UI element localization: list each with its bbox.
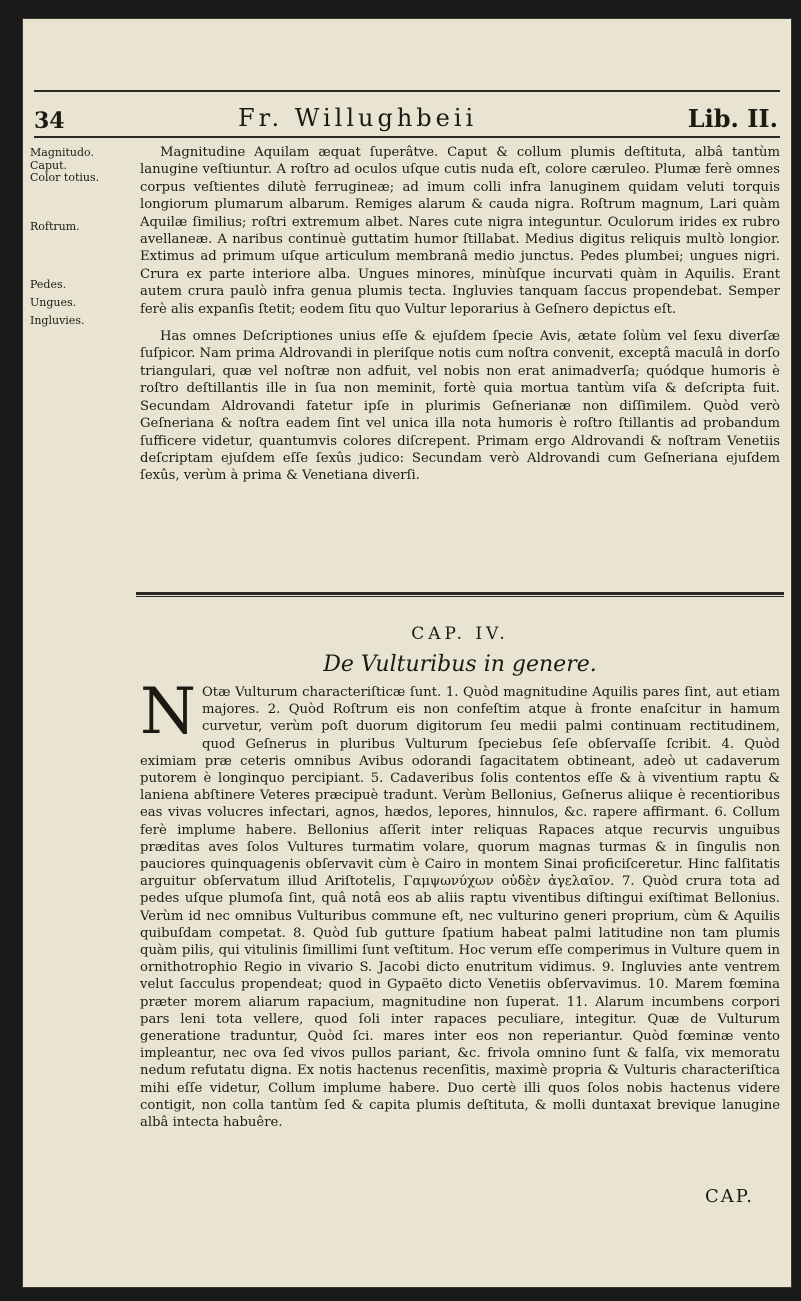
margin-note-pedes: Pedes.: [30, 278, 67, 291]
catchword: CAP.: [705, 1186, 754, 1207]
page-header: [34, 100, 778, 134]
chapter-heading: CAP. IV.: [411, 624, 509, 644]
margin-note-ingluvies: Ingluvies.: [30, 314, 85, 327]
description-text: [140, 144, 780, 485]
top-rule: [34, 90, 780, 92]
description-paragraph: Has omnes Deſcriptiones unius eſſe & ejuſdem ſpecie Avis, ætate ſolùm vel ſexu diverſæ ſuſpicor. Nam prima Aldrovandi in pleriſque notis cum noſtra convenit, exceptâ maculâ in dorſo triangulari, quæ vel noſtræ non adfuit, vel nobis non erat animadverſa; quódque humoris è roſtro deſtillantis ille in ſua non meminit, fortè quia mortua tantùm viſa & deſcripta fuit. Secundam Aldrovandi fatetur ipſe in plurimis Geſnerianæ non diſſimilem. Quòd verò Geſneriana & noſtra eadem ſint vel unica illa nota humoris è roſtro ſtillantis ad probandum ſufficere videtur, quantumvis colores diſcrepent. Primam ergo Aldrovandi & noſtram Venetiis deſcriptam ejuſdem eſſe ſexûs judico: Secundam verò Aldrovandi cum Geſneriana ejuſdem ſexûs, verùm à prima & Venetiana diverſi.: [140, 329, 780, 484]
margin-note-color: Color totius.: [30, 171, 100, 184]
section-rule-thin: [136, 596, 784, 597]
book-page: [22, 18, 792, 1288]
chapter-paragraph: Otæ Vulturum characteriſticæ ſunt. 1. Quòd magnitudine Aquilis pares ſint, aut etiam majores. 2. Quòd Roſtrum eis non confeſtim atque à fronte enaſcitur in hamum curvetur, verùm poſt duorum digitorum ſeu medii palmi continuam rectitudinem, quod Geſnerus in pluribus Vulturum ſpeciebus ſeſe obſervaſſe ſcribit. 4. Quòd eximiam præ ceteris omnibus Avibus odorandi ſagacitatem obtineant, adeò ut cadaverum putorem è longinquo percipiant. 5. Cadaveribus ſolis contentos eſſe & à viventium raptu & laniena abſtinere Veteres præcipuè tradunt. Verùm Bellonius, Geſnerus aliique è recentioribus eas vivas volucres infectari, agnos, hædos, lepores, hinnulos, &c. rapere affirmant. 6. Collum ferè implume habere. Bellonius aſſerit inter reliquas Rapaces atque recurvis unguibus præditas aves ſolos Vultures turmatim volare, quorum magnas turmas & in ſingulis non pauciores quinquagenis obſervavit cùm è Cairo in montem Sinai proficiſceretur. Hinc falſitatis arguitur obſervatum illud Ariſtotelis, Γαμψωνύχων οὐδὲν ἀγελαῖον. 7. Quòd crura tota ad pedes uſque plumoſa ſint, quâ notâ eos ab aliis raptu viventibus diſtingui exiſtimat Bellonius. Verùm id nec omnibus Vulturibus commune eſt, nec vulturino generi proprium, cùm & Aquilis quibuſdam competat. 8. Quòd ſub gutture ſpatium habeat palmi latitudine non tam plumis quàm pilis, qui vitulinis ſimillimi ſunt veſtitum. Hoc verum eſſe comperimus in Vulture quem in ornithotrophio Regio in vivario S. Jacobi dicto enutritum vidimus. 9. Ingluvies ante ventrem velut ſacculus propendeat; quod in Gypaëto dicto Venetiis obſervavimus. 10. Marem fœmina præter morem aliarum rapacium, magnitudine non ſuperat. 11. Alarum incumbens corpori pars leni tota vellere, quod ſoli inter rapaces peculiare, integitur. Quæ de Vulturum generatione traduntur, Quòd ſci. mares inter eos non reperiantur. Quòd fœminæ vento impleantur, nec ova ſed vivos pullos pariant, &c. frivola omnino ſunt & falſa, vix memoratu nedum refutatu digna. Ex notis hactenus recenſitis, maximè propria & Vulturis characteriſtica mihi eſſe videtur, Collum implume habere. Duo certè illi quos ſolos nobis hactenus videre contigit, non colla tantùm ſed & capita plumis deſtituta, & molli duntaxat brevique lanugine albâ intecta habuêre.: [140, 685, 780, 1131]
margin-note-rostrum: Roftrum.: [30, 220, 80, 233]
chapter-title: De Vulturibus in genere.: [323, 652, 597, 677]
section-rule: [136, 592, 784, 595]
margin-note-caput: Caput.: [30, 159, 68, 172]
description-paragraph: Magnitudine Aquilam æquat ſuperâtve. Caput & collum plumis deſtituta, albâ tantùm lanugine veſtiuntur. A roſtro ad oculos uſque cutis nuda eſt, colore cæruleo. Plumæ ferè omnes corpus veſtientes dilutè ferrugineæ; ad imum colli infra lanuginem quidam veluti torquis longiorum plumarum albarum. Remiges alarum & cauda nigra. Roſtrum magnum, Lari quàm Aquilæ ſimilius; roſtri extremum albet. Nares cute nigra integuntur. Oculorum irides ex rubro avellaneæ. A naribus continuè guttatim humor ſtillabat. Medius digitus reliquis multò longior. Extimus ad primum uſque articulum membranâ medio junctus. Pedes plumbei; ungues nigri. Crura ex parte interiore alba. Ungues minores, minùſque incurvati quàm in Aquilis. Erant autem crura paulò infra genua plumis tecta. Ingluvies tanquam ſaccus propendebat. Semper ferè alis expanſis ſtetit; eodem ſitu quo Vultur leporarius à Geſnero depictus eſt.: [140, 145, 780, 317]
drop-cap: N: [140, 675, 196, 749]
page-number: 34: [34, 108, 65, 134]
running-head: Fr. Willughbeii: [238, 104, 478, 132]
chapter-text: [140, 675, 780, 1131]
margin-note-ungues: Ungues.: [30, 296, 77, 309]
book-label: Lib. II.: [687, 104, 778, 133]
header-rule: [34, 136, 780, 138]
margin-note-magnitudo: Magnitudo.: [30, 146, 94, 159]
